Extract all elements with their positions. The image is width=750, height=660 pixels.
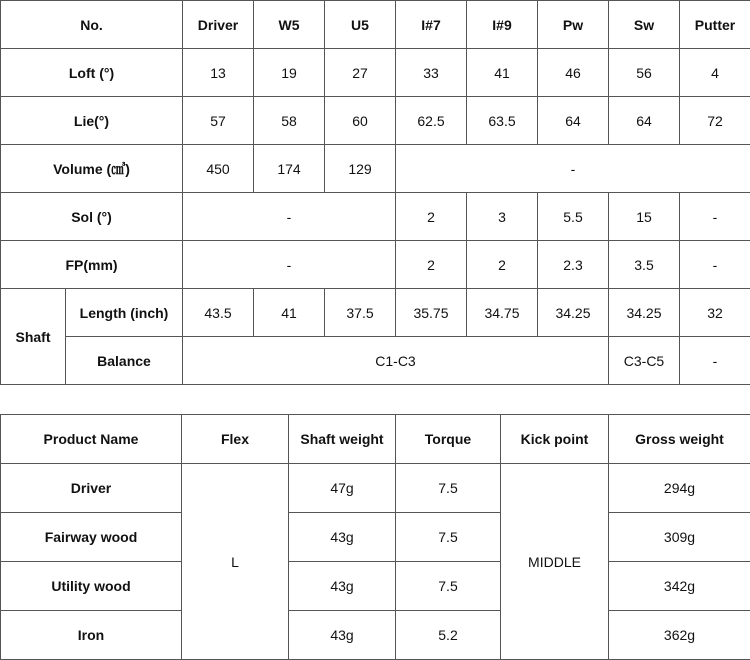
table-cell: 57	[183, 97, 254, 145]
torque: 7.5	[396, 513, 501, 562]
gross-weight: 309g	[609, 513, 750, 562]
loft-row	[1, 49, 750, 97]
table-cell: 62.5	[396, 97, 467, 145]
row-label: Sol (°)	[1, 193, 183, 241]
table-cell: 450	[183, 145, 254, 193]
table-cell: 63.5	[467, 97, 538, 145]
header-club: Driver	[183, 1, 254, 49]
header-club: Putter	[680, 1, 750, 49]
table-cell: 46	[538, 49, 609, 97]
table-cell: -	[680, 337, 750, 385]
header-shaft-weight: Shaft weight	[289, 415, 396, 464]
table-cell: 41	[254, 289, 325, 337]
table-cell: -	[680, 193, 750, 241]
table-cell: 27	[325, 49, 396, 97]
table-cell-merged: -	[183, 241, 396, 289]
table-cell: 33	[396, 49, 467, 97]
table-cell: 34.25	[538, 289, 609, 337]
shaft-length-row	[1, 289, 750, 337]
table-cell: 129	[325, 145, 396, 193]
table-cell: 60	[325, 97, 396, 145]
table-row	[1, 464, 750, 513]
table-cell: 32	[680, 289, 750, 337]
table-cell-merged: -	[183, 193, 396, 241]
torque: 7.5	[396, 464, 501, 513]
header-club: I#9	[467, 1, 538, 49]
header-row	[1, 415, 750, 464]
table-cell-merged: -	[396, 145, 750, 193]
header-club: Pw	[538, 1, 609, 49]
table-cell: 35.75	[396, 289, 467, 337]
table-cell: 37.5	[325, 289, 396, 337]
table-cell: 41	[467, 49, 538, 97]
lie-row	[1, 97, 750, 145]
flex-value: L	[182, 464, 289, 660]
shaft-balance-row	[1, 337, 750, 385]
row-label: Lie(°)	[1, 97, 183, 145]
header-no: No.	[1, 1, 183, 49]
table-cell: 174	[254, 145, 325, 193]
table-cell: 34.75	[467, 289, 538, 337]
gross-weight: 342g	[609, 562, 750, 611]
shaft-weight: 43g	[289, 562, 396, 611]
sol-row	[1, 193, 750, 241]
product-name: Utility wood	[1, 562, 182, 611]
header-club: U5	[325, 1, 396, 49]
shaft-group-label: Shaft	[1, 289, 66, 385]
table-cell: 3	[467, 193, 538, 241]
header-product-name: Product Name	[1, 415, 182, 464]
table-cell: 5.5	[538, 193, 609, 241]
row-label: FP(mm)	[1, 241, 183, 289]
table-cell: 2	[467, 241, 538, 289]
table-cell: 58	[254, 97, 325, 145]
torque: 5.2	[396, 611, 501, 660]
header-kick-point: Kick point	[501, 415, 609, 464]
torque: 7.5	[396, 562, 501, 611]
table-cell: 15	[609, 193, 680, 241]
row-label: Balance	[66, 337, 183, 385]
fp-row	[1, 241, 750, 289]
table-cell: 64	[538, 97, 609, 145]
table-cell: 13	[183, 49, 254, 97]
gross-weight: 294g	[609, 464, 750, 513]
table-cell: 56	[609, 49, 680, 97]
header-club: Sw	[609, 1, 680, 49]
header-torque: Torque	[396, 415, 501, 464]
shaft-weight: 47g	[289, 464, 396, 513]
kick-point-value: MIDDLE	[501, 464, 609, 660]
gross-weight: 362g	[609, 611, 750, 660]
table-row	[1, 562, 750, 611]
product-name: Driver	[1, 464, 182, 513]
table-cell: 3.5	[609, 241, 680, 289]
table-cell-merged: C1-C3	[183, 337, 609, 385]
shaft-weight: 43g	[289, 513, 396, 562]
shaft-spec-table	[0, 414, 750, 660]
row-label: Volume (㎤)	[1, 145, 183, 193]
header-club: W5	[254, 1, 325, 49]
row-label: Length (inch)	[66, 289, 183, 337]
header-club: I#7	[396, 1, 467, 49]
table-cell: C3-C5	[609, 337, 680, 385]
header-flex: Flex	[182, 415, 289, 464]
table-cell: 34.25	[609, 289, 680, 337]
product-name: Iron	[1, 611, 182, 660]
product-name: Fairway wood	[1, 513, 182, 562]
table-cell: 43.5	[183, 289, 254, 337]
row-label: Loft (°)	[1, 49, 183, 97]
table-cell: 72	[680, 97, 750, 145]
table-cell: 2	[396, 241, 467, 289]
table-cell: 4	[680, 49, 750, 97]
header-gross-weight: Gross weight	[609, 415, 750, 464]
table-row	[1, 513, 750, 562]
table-cell: 64	[609, 97, 680, 145]
header-row	[1, 1, 750, 49]
table-cell: 19	[254, 49, 325, 97]
table-cell: -	[680, 241, 750, 289]
shaft-weight: 43g	[289, 611, 396, 660]
volume-row	[1, 145, 750, 193]
table-cell: 2.3	[538, 241, 609, 289]
table-cell: 2	[396, 193, 467, 241]
table-row	[1, 611, 750, 660]
